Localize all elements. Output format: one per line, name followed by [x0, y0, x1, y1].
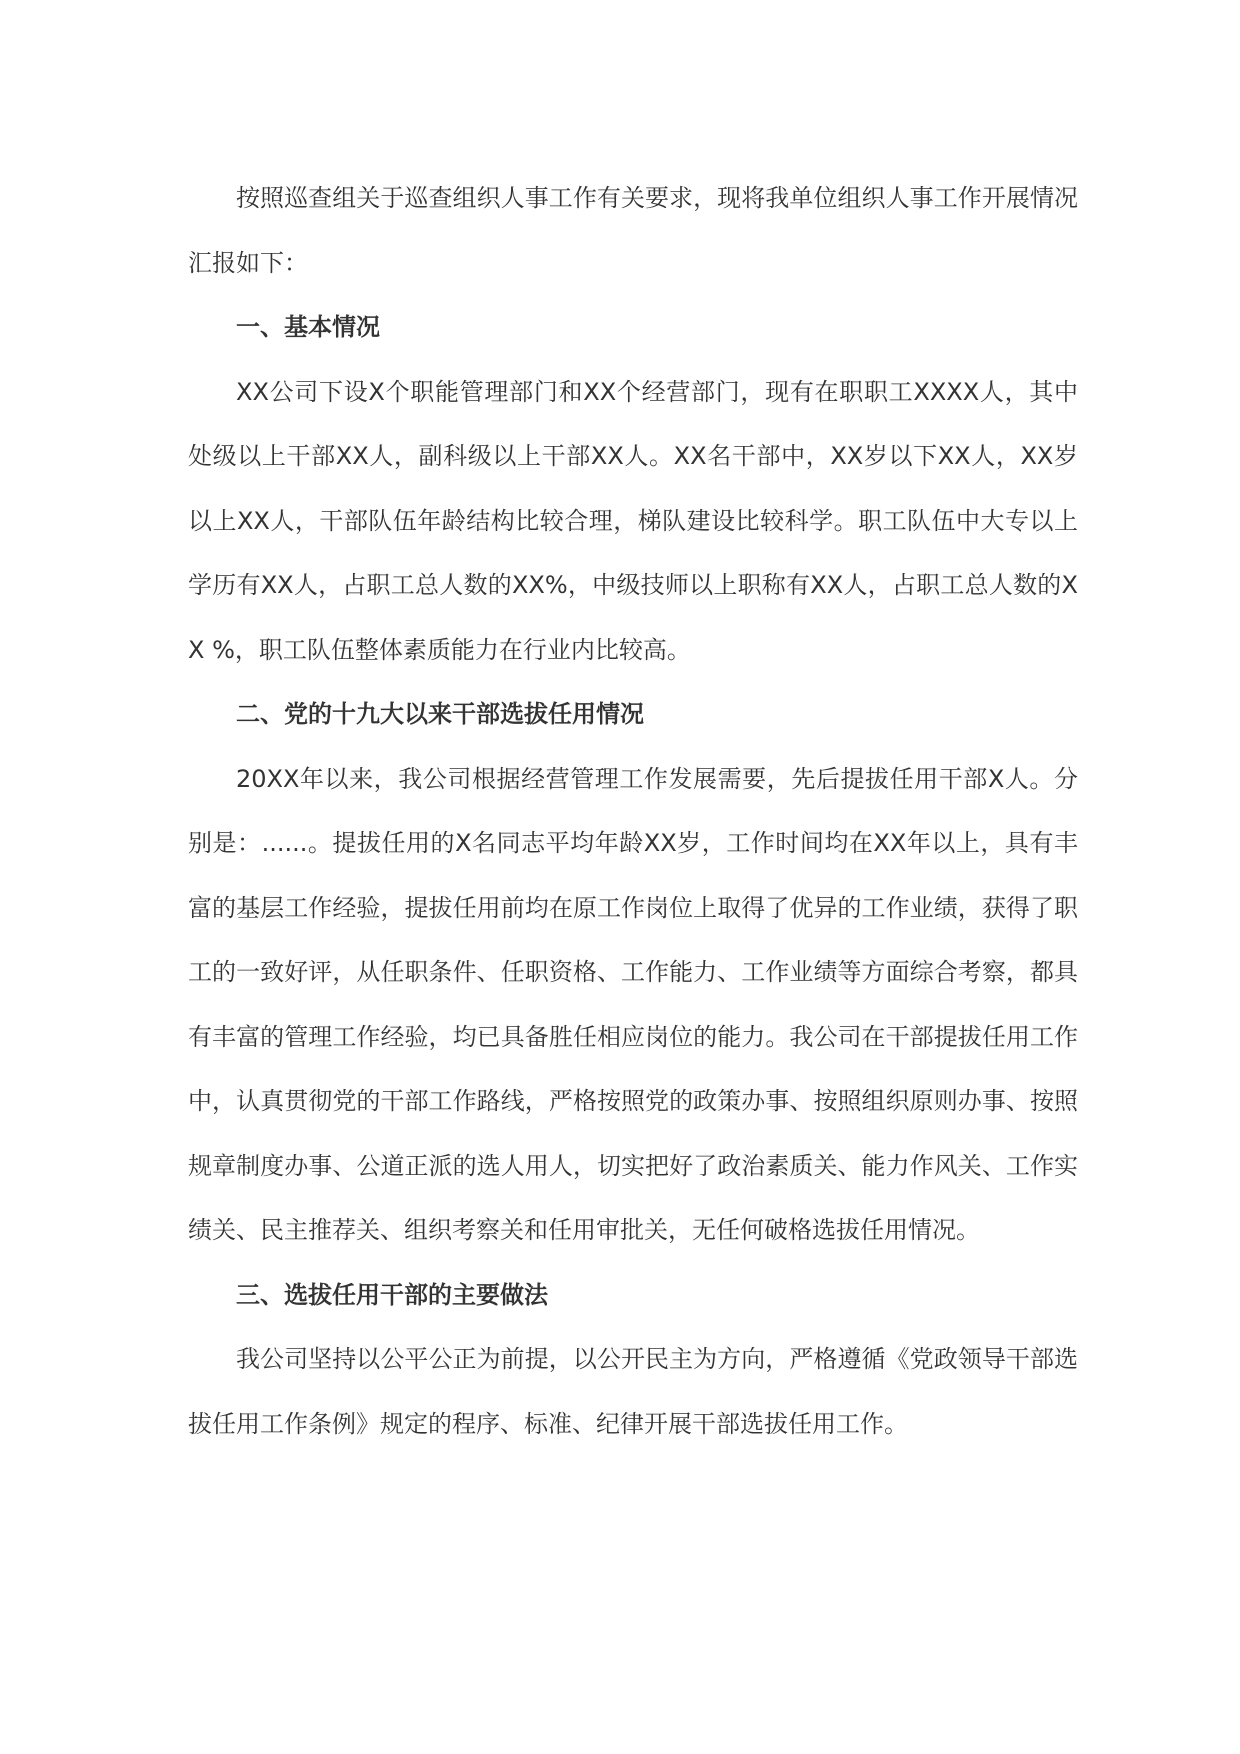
section-1-heading: 一、基本情况: [236, 313, 380, 341]
section-1-paragraph: XX公司下设X个职能管理部门和XX个经营部门，现有在职职工XXXX人，其中处级以上干部XX人，副科级以上干部XX人。XX名干部中，XX岁以下XX人，XX岁以上XX人，干部队伍年龄结构比较合理，梯队建设比较科学。职工队伍中大专以上学历有XX人，占职工总人数的XX%，中级技师以上职称有XX人，占职工总人数的XX %，职工队伍整体素质能力在行业内比较高。: [188, 377, 1078, 664]
section-2-paragraph: 20XX年以来，我公司根据经营管理工作发展需要，先后提拔任用干部X人。分别是：......。提拔任用的X名同志平均年龄XX岁，工作时间均在XX年以上，具有丰富的基层工作经验，提拔任用前均在原工作岗位上取得了优异的工作业绩，获得了职工的一致好评，从任职条件、任职资格、工作能力、工作业绩等方面综合考察，都具有丰富的管理工作经验，均已具备胜任相应岗位的能力。我公司在干部提拔任用工作中，认真贯彻党的干部工作路线，严格按照党的政策办事、按照组织原则办事、按照规章制度办事、公道正派的选人用人，切实把好了政治素质关、能力作风关、工作实绩关、民主推荐关、组织考察关和任用审批关，无任何破格选拔任用情况。: [188, 764, 1078, 1244]
document-body: [188, 166, 1078, 1456]
section-3-heading: 三、选拔任用干部的主要做法: [236, 1280, 548, 1309]
section-3-paragraph: 我公司坚持以公平公正为前提，以公开民主为方向，严格遵循《党政领导干部选拔任用工作条例》规定的程序、标准、纪律开展干部选拔任用工作。: [188, 1345, 1078, 1438]
section-2-heading: 二、党的十九大以来干部选拔任用情况: [236, 700, 644, 728]
intro-paragraph: 按照巡查组关于巡查组织人事工作有关要求，现将我单位组织人事工作开展情况汇报如下：: [188, 184, 1078, 277]
